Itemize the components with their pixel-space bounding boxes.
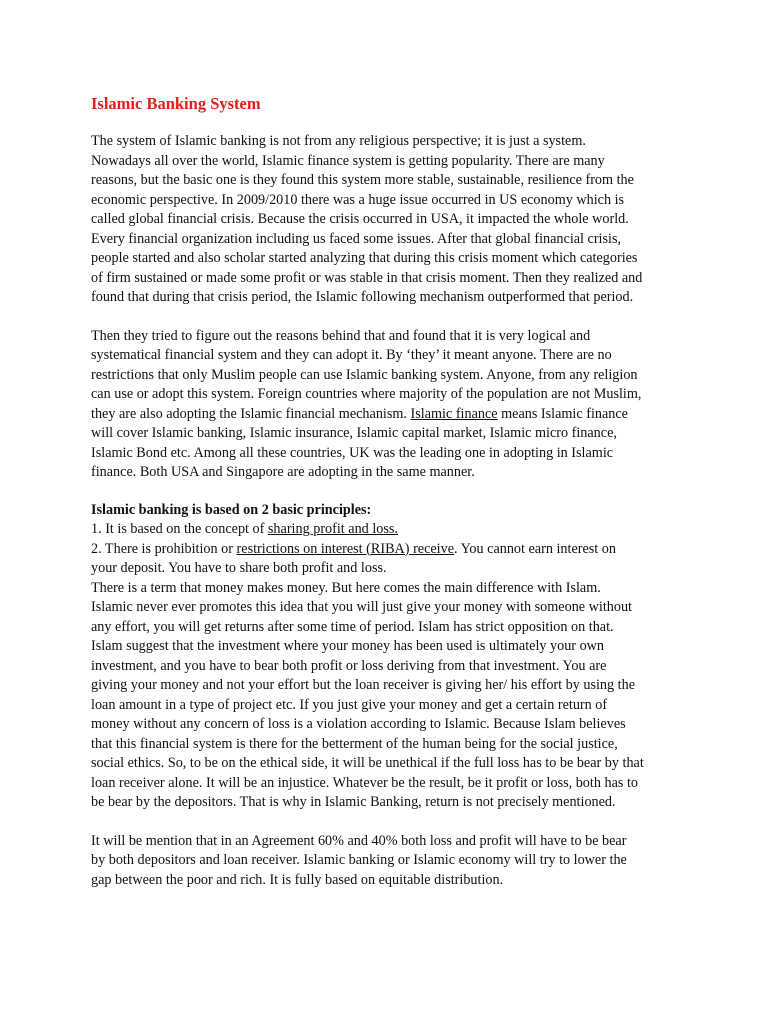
paragraph-adoption-text-b: means Islamic finance will cover Islamic banking, Islamic insurance, Islamic capital market, Islamic micro finance, Islamic Bond etc. Among all these countries, UK was the leading one in adopting in Islamic finance. Both USA and Singapore are adopting in the same manner.: [91, 405, 628, 480]
paragraph-spacer: [91, 813, 691, 832]
document-title: Islamic Banking System: [91, 94, 261, 113]
paragraph-adoption-text-a: Then they tried to figure out the reasons behind that and found that it is very logical and systematical financial system and they can adopt it. By ‘they’ it meant anyone. There are no restrictions that only Muslim people can use Islamic banking system. Anyone, from any religion can use or adopt this system. Foreign countries where majority of the population are not Muslim, they are also adopting the Islamic financial mechanism.: [91, 327, 642, 422]
principle-2: [91, 540, 691, 579]
principle-1-text: 1. It is based on the concept of: [91, 521, 268, 537]
paragraph-spacer: [91, 308, 691, 327]
principle-2-text-a: 2. There is prohibition or: [91, 540, 237, 557]
sharing-profit-link[interactable]: sharing profit and loss.: [267, 521, 398, 537]
principle-1: [91, 520, 691, 540]
document-page: [91, 94, 691, 890]
paragraph-agreement: It will be mention that in an Agreement 60% and 40% both loss and profit will have to be bear by both depositors and loan receiver. Islamic banking or Islamic economy will try to lower the gap between the poor and rich. It is fully based on equitable distribution.: [91, 832, 627, 888]
paragraph-adoption: [91, 327, 691, 483]
paragraph-money-makes-money: There is a term that money makes money. But here comes the main difference with Islam. Islamic never ever promotes this idea that you will just give your money with someone without any effort, you will get returns after some time of period. Islam has strict opposition on that. Islam suggest that the investment where your money has been used is ultimately your own investment, and you have to bear both profit or loss deriving from that investment. You are giving your money and not your effort but the loan receiver is giving her/ his effort by using the loan amount in a type of project etc. If you just give your money and get a certain return of money without any concern of loss is a violation according to Islamic. Because Islam believes that this financial system is there for the betterment of the human being for the social justice, social ethics. So, to be on the ethical side, it will be unethical if the full loss has to be bear by that loan receiver alone. It will be an injustice. Whatever be the result, be it profit or loss, both has to be bear by the depositors. That is why in Islamic Banking, return is not precisely mentioned.: [91, 579, 644, 810]
paragraph-intro: The system of Islamic banking is not from any religious perspective; it is just a system. Nowadays all over the world, Islamic finance system is getting popularity. There are many reasons, but the basic one is they found this system more stable, sustainable, resilience from the economic perspective. In 2009/2010 there was a huge issue occurred in US economy which is called global financial crisis. Because the crisis occurred in USA, it impacted the whole world. Every financial organization including us faced some issues. After that global financial crisis, people started and also scholar started analyzing that during this crisis moment which categories of firm sustained or made some profit or was stable in that crisis moment. Then they realized and found that during that crisis period, the Islamic following mechanism outperformed that period.: [91, 133, 643, 305]
principle-2-text-b: . You cannot earn interest on your deposit. You have to share both profit and loss.: [91, 540, 616, 576]
paragraph-spacer: [91, 483, 691, 501]
riba-link[interactable]: restrictions on interest (RIBA) receive: [236, 540, 455, 557]
islamic-finance-link[interactable]: Islamic finance: [410, 405, 498, 422]
principles-heading: Islamic banking is based on 2 basic principles:: [91, 501, 372, 518]
